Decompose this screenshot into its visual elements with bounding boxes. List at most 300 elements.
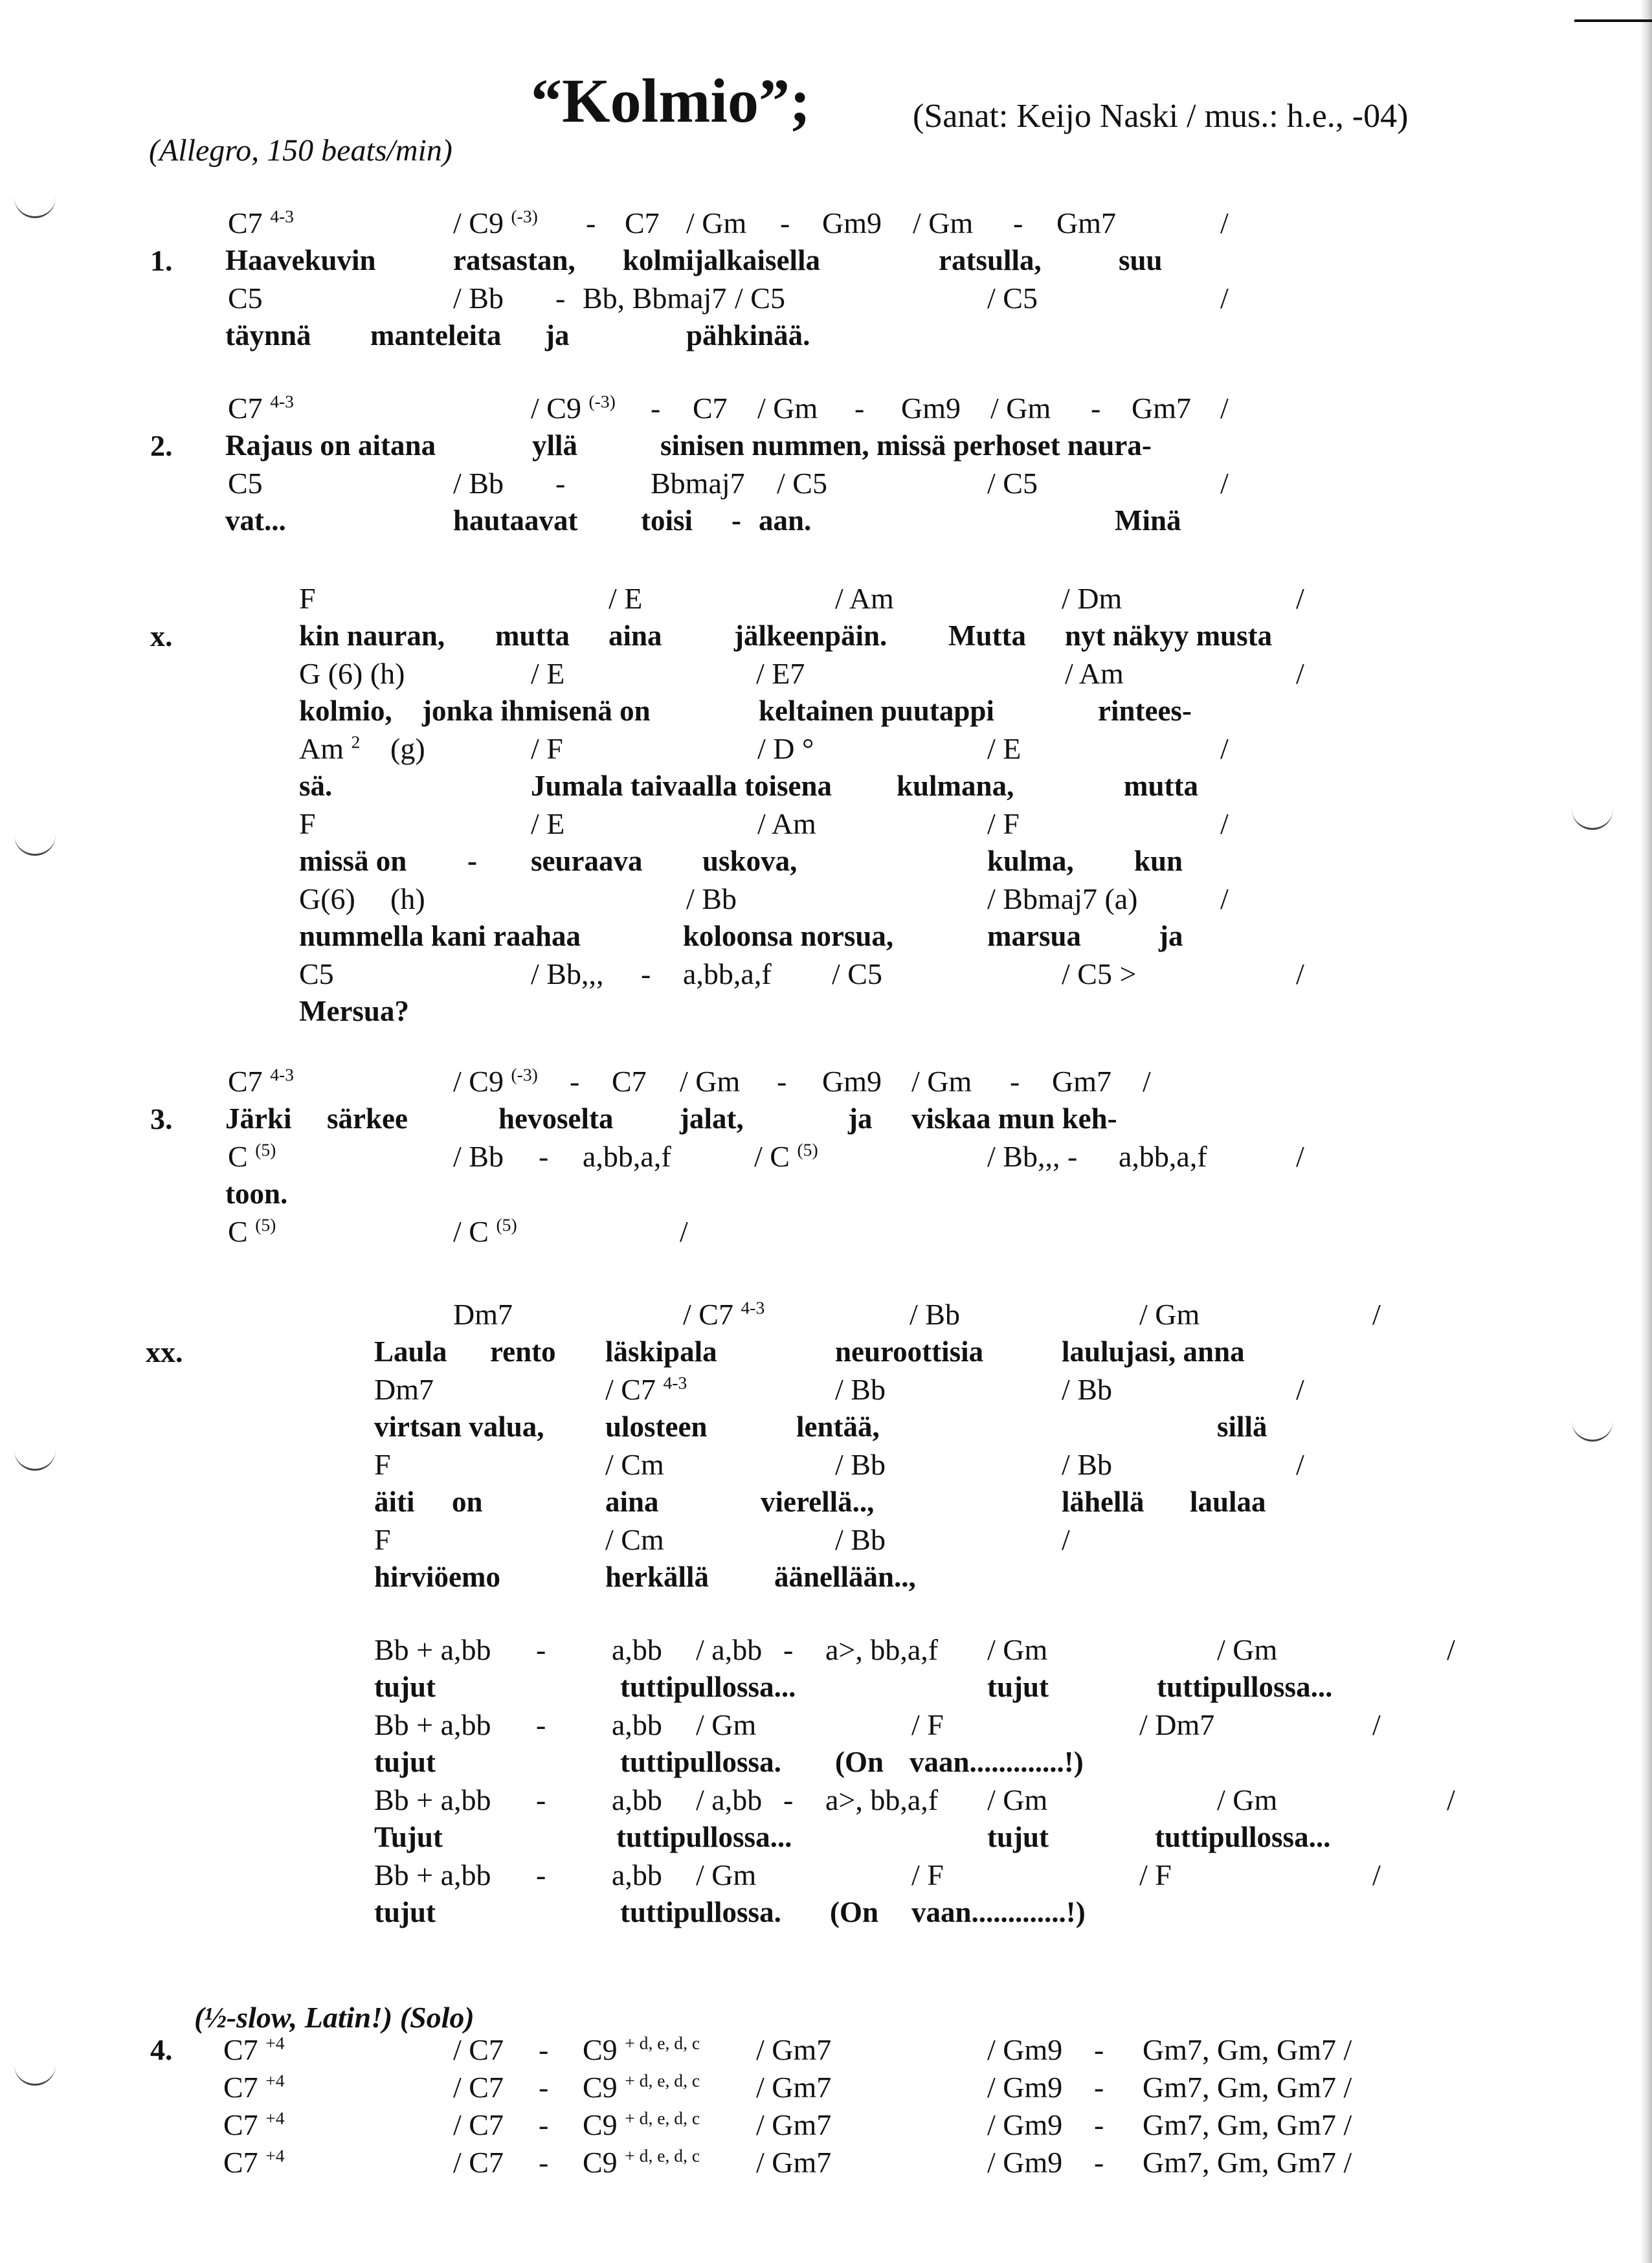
chord-text: - xyxy=(1094,2071,1104,2104)
chord-symbol xyxy=(536,1708,546,1742)
chord-superscript: (-3) xyxy=(511,206,538,227)
chord-text: / C5 xyxy=(987,282,1038,315)
chord-symbol xyxy=(987,1139,1077,1174)
chord-symbol xyxy=(583,281,726,315)
chord-line xyxy=(0,2070,1652,2108)
chord-line xyxy=(0,206,1652,243)
chord-text: / Gm xyxy=(1217,1783,1278,1816)
lyric-word xyxy=(660,429,1152,462)
chord-symbol xyxy=(987,466,1038,500)
lyric-text: hevoselta xyxy=(498,1102,614,1135)
chord-symbol xyxy=(453,2033,504,2067)
chord-text: C7 xyxy=(625,206,660,240)
lyric-text: kolmijalkaisella xyxy=(623,244,821,276)
chord-text: - xyxy=(1010,1065,1020,1098)
chord-symbol xyxy=(756,2108,831,2142)
lyric-word xyxy=(605,1335,717,1368)
chord-symbol xyxy=(756,2033,831,2067)
chord-symbol xyxy=(987,1783,1047,1817)
chord-text: Bb + a,bb xyxy=(374,1633,491,1666)
chord-line xyxy=(0,1139,1652,1177)
chord-line xyxy=(0,281,1652,318)
chord-text: / Bb xyxy=(453,1140,504,1173)
chord-text: / Bbmaj7 (a) xyxy=(987,882,1138,915)
chord-text: a,bb xyxy=(612,1858,662,1891)
lyric-word xyxy=(605,1485,659,1519)
chord-line xyxy=(0,2108,1652,2145)
chord-text: C7 xyxy=(228,392,263,425)
song-section xyxy=(0,391,1652,541)
chord-text: / Cm xyxy=(605,1523,664,1556)
chord-symbol xyxy=(680,1214,688,1249)
chord-symbol xyxy=(1094,2108,1104,2142)
lyric-text: (On xyxy=(835,1746,884,1778)
chord-symbol xyxy=(1372,1858,1381,1892)
chord-text: / Gm7 xyxy=(756,2108,832,2141)
chord-text: - xyxy=(536,1858,546,1891)
lyric-text: nyt näkyy musta xyxy=(1065,619,1273,652)
chord-text: / Gm xyxy=(911,1065,972,1098)
lyric-word xyxy=(545,318,570,352)
chord-text: C7 xyxy=(228,1065,263,1098)
chord-line xyxy=(0,1858,1652,1895)
song-section xyxy=(0,581,1652,1032)
song-credit: (Sanat: Keijo Naski / mus.: h.e., -04) xyxy=(913,98,1409,135)
chord-text: C xyxy=(228,1215,248,1248)
chord-symbol xyxy=(1217,1633,1277,1667)
chord-text: Bb + a,bb xyxy=(374,1708,491,1741)
chord-symbol xyxy=(453,466,504,500)
chord-symbol xyxy=(783,1783,793,1817)
chord-line xyxy=(0,466,1652,504)
lyric-line xyxy=(0,504,1652,541)
chord-symbol xyxy=(570,1064,579,1098)
chord-text: C9 xyxy=(583,2146,618,2179)
lyric-word xyxy=(641,504,693,537)
chord-symbol xyxy=(1296,957,1304,991)
verse-number: x. xyxy=(150,619,173,652)
chord-symbol xyxy=(822,1064,882,1098)
chord-line xyxy=(0,882,1652,919)
chord-symbol xyxy=(605,1372,687,1407)
chord-symbol xyxy=(539,2033,548,2067)
lyric-text: aina xyxy=(605,1486,659,1518)
chord-symbol xyxy=(1220,731,1229,766)
chord-text: C5 xyxy=(228,282,263,315)
lyric-text: rintees- xyxy=(1098,695,1192,727)
chord-symbol xyxy=(696,1708,756,1742)
chord-symbol xyxy=(536,1858,546,1892)
lyric-word xyxy=(453,243,575,277)
chord-line xyxy=(0,391,1652,429)
chord-symbol xyxy=(680,1064,740,1098)
lyric-text: äänellään.., xyxy=(774,1561,916,1593)
lyric-word xyxy=(948,619,1026,652)
lyric-word xyxy=(531,844,643,878)
lyric-word xyxy=(374,1335,447,1368)
lyric-line xyxy=(0,994,1652,1032)
chord-symbol xyxy=(1119,1139,1207,1174)
lyric-line xyxy=(0,1895,1652,1933)
lyric-word xyxy=(759,504,811,537)
chord-symbol xyxy=(228,466,263,500)
lyric-word xyxy=(1124,769,1198,803)
lyric-text: Mersua? xyxy=(299,995,409,1027)
chord-text: Gm7, Gm, Gm7 / xyxy=(1143,2033,1352,2066)
chord-superscript: +4 xyxy=(265,2108,285,2128)
chord-symbol xyxy=(453,2108,504,2142)
chord-symbol xyxy=(1217,1783,1277,1817)
chord-symbol xyxy=(228,391,294,425)
chord-text: / xyxy=(1296,1448,1304,1481)
chord-text: a>, bb,a,f xyxy=(825,1633,939,1666)
chord-symbol xyxy=(299,882,355,916)
lyric-word xyxy=(299,994,409,1028)
lyric-text: marsua xyxy=(987,920,1081,952)
chord-symbol xyxy=(1220,206,1229,240)
chord-text: / Gm9 xyxy=(987,2146,1063,2179)
chord-text: / F xyxy=(911,1858,944,1891)
chord-symbol xyxy=(756,2145,831,2179)
chord-text: F xyxy=(374,1448,391,1481)
lyric-text: kolmio, xyxy=(299,695,392,727)
chord-text: / xyxy=(1296,957,1304,990)
chord-superscript: 4-3 xyxy=(741,1297,765,1318)
lyric-text: suu xyxy=(1119,244,1163,276)
chord-line xyxy=(0,1297,1652,1335)
chord-symbol xyxy=(536,1633,546,1667)
chord-symbol xyxy=(453,1064,538,1098)
chord-symbol xyxy=(835,1447,886,1482)
lyric-word xyxy=(1065,619,1272,652)
lyric-text: tujut xyxy=(374,1671,436,1703)
chord-text: G (6) (h) xyxy=(299,657,405,690)
chord-symbol xyxy=(612,1858,662,1892)
lyric-line xyxy=(0,1560,1652,1598)
chord-text: / xyxy=(1372,1858,1381,1891)
lyric-word xyxy=(1159,919,1183,953)
lyric-text: tujut xyxy=(987,1671,1049,1703)
tempo-marking: (Allegro, 150 beats/min) xyxy=(149,133,452,168)
chord-text: - xyxy=(586,206,596,240)
lyric-word xyxy=(1134,844,1183,878)
chord-text: / Bb xyxy=(453,282,504,315)
chord-symbol xyxy=(651,391,660,425)
chord-text: / Gm xyxy=(757,392,818,425)
chord-text: / F xyxy=(531,732,563,765)
lyric-text: äiti xyxy=(374,1486,415,1518)
chord-symbol xyxy=(299,957,334,991)
lyric-text: viskaa mun keh- xyxy=(911,1102,1117,1135)
chord-symbol xyxy=(1010,1064,1020,1098)
chord-text: / xyxy=(1220,807,1229,840)
chord-text: / Bb,,, xyxy=(531,957,604,990)
chord-symbol xyxy=(531,731,563,766)
lyric-text: ratsulla, xyxy=(939,244,1042,276)
chord-symbol xyxy=(987,807,1020,841)
chord-symbol xyxy=(453,281,504,315)
lyric-text: seuraava xyxy=(531,845,643,877)
chord-symbol xyxy=(822,206,882,240)
chord-text: - xyxy=(536,1783,546,1816)
chord-symbol xyxy=(1143,2108,1352,2142)
verse-number: 4. xyxy=(150,2033,173,2066)
chord-symbol xyxy=(686,206,746,240)
chord-text: Gm7 xyxy=(1056,206,1116,240)
chord-text: Gm7, Gm, Gm7 / xyxy=(1143,2071,1352,2104)
lyric-text: vaan.............!) xyxy=(910,1746,1084,1778)
chord-symbol xyxy=(1220,281,1229,315)
chord-symbol xyxy=(1062,581,1122,616)
chord-text: a,bb xyxy=(612,1783,662,1816)
chord-text: - xyxy=(1091,392,1101,425)
chord-text: / xyxy=(1220,392,1229,425)
chord-text: / xyxy=(680,1215,688,1248)
lyric-line xyxy=(0,1745,1652,1783)
chord-text: / xyxy=(1220,732,1229,765)
chord-line xyxy=(0,1372,1652,1410)
chord-symbol xyxy=(825,1783,938,1817)
chord-symbol xyxy=(1296,1447,1304,1482)
lyric-text: läskipala xyxy=(605,1335,717,1368)
chord-symbol xyxy=(756,656,805,691)
lyric-text: - xyxy=(467,845,477,877)
chord-text: - xyxy=(641,957,651,990)
lyric-word xyxy=(225,429,436,462)
lyric-word xyxy=(911,1895,1086,1929)
chord-text: - xyxy=(539,2108,549,2141)
chord-symbol xyxy=(531,957,603,991)
lyric-text: tuttipullossa... xyxy=(620,1671,796,1703)
chord-text: a,bb xyxy=(612,1633,662,1666)
chord-text: a,bb,a,f xyxy=(1119,1140,1207,1173)
lyric-word xyxy=(225,504,286,537)
chord-symbol xyxy=(374,1522,391,1557)
chord-symbol xyxy=(825,1633,938,1667)
lyric-text: vierellä.., xyxy=(761,1486,875,1518)
lyric-text: tuttipullossa... xyxy=(1155,1821,1331,1853)
chord-text: / xyxy=(1296,1140,1304,1173)
lyric-text: toon. xyxy=(225,1177,288,1210)
chord-symbol xyxy=(539,2145,548,2179)
chord-line xyxy=(0,1064,1652,1102)
lyric-word xyxy=(1119,243,1163,277)
lyric-line xyxy=(0,844,1652,882)
lyric-text: Mutta xyxy=(948,619,1026,652)
lyric-line xyxy=(0,769,1652,807)
chord-text: / C7 xyxy=(683,1298,733,1331)
song-section xyxy=(0,2033,1652,2183)
lyric-text: sillä xyxy=(1217,1410,1267,1443)
chord-text: / Gm xyxy=(696,1708,757,1741)
chord-symbol xyxy=(1062,957,1136,991)
chord-line xyxy=(0,1783,1652,1820)
chord-symbol xyxy=(1220,882,1229,916)
lyric-word xyxy=(1115,504,1181,537)
chord-symbol xyxy=(1143,2145,1352,2179)
chord-text: Dm7 xyxy=(453,1298,513,1331)
lyric-text: laulaa xyxy=(1190,1486,1266,1518)
chord-superscript: (5) xyxy=(255,1139,276,1160)
chord-symbol xyxy=(612,1708,662,1742)
chord-symbol xyxy=(1372,1297,1381,1332)
chord-text: / xyxy=(1296,657,1304,690)
chord-symbol xyxy=(735,281,785,315)
chord-text: / Gm xyxy=(913,206,974,240)
chord-symbol xyxy=(299,807,316,841)
lyric-line xyxy=(0,243,1652,281)
chord-symbol xyxy=(1062,1447,1112,1482)
lyric-word xyxy=(422,694,651,728)
chord-symbol xyxy=(1143,2070,1352,2104)
lyric-word xyxy=(1190,1485,1266,1519)
chord-text: / xyxy=(1062,1523,1070,1556)
lyric-word xyxy=(374,1560,500,1594)
chord-text: - xyxy=(536,1633,546,1666)
chord-symbol xyxy=(780,206,790,240)
song-section xyxy=(0,1064,1652,1252)
chord-symbol xyxy=(374,1447,391,1482)
chord-symbol xyxy=(901,391,961,425)
lyric-word xyxy=(299,619,445,652)
chord-symbol xyxy=(583,1139,671,1174)
chord-text: / F xyxy=(987,807,1020,840)
chord-text: / a,bb xyxy=(696,1633,763,1666)
lyric-text: lähellä xyxy=(1062,1486,1144,1518)
chord-symbol xyxy=(453,1139,504,1174)
chord-text: / Gm9 xyxy=(987,2108,1063,2141)
chord-line xyxy=(0,1447,1652,1485)
lyric-text: tujut xyxy=(374,1746,436,1778)
chord-symbol xyxy=(651,466,745,500)
lyric-word xyxy=(374,1820,443,1854)
chord-symbol xyxy=(911,1064,972,1098)
lyric-word xyxy=(1155,1820,1330,1854)
chord-text: / Gm xyxy=(1139,1298,1200,1331)
lyric-word xyxy=(987,1820,1049,1854)
chord-symbol xyxy=(453,206,538,240)
chord-text: Bb + a,bb xyxy=(374,1858,491,1891)
chord-symbol xyxy=(835,1522,886,1557)
chord-symbol xyxy=(1447,1633,1455,1667)
lyric-word xyxy=(374,1895,436,1929)
lyric-text: Rajaus on aitana xyxy=(225,429,436,462)
lyric-text: tuttipullossa... xyxy=(616,1821,792,1853)
verse-number: 3. xyxy=(150,1102,173,1135)
chord-symbol xyxy=(583,2145,700,2179)
chord-symbol xyxy=(696,1633,762,1667)
lyric-text: särkee xyxy=(327,1102,408,1135)
chord-symbol xyxy=(913,206,973,240)
chord-symbol xyxy=(228,206,294,240)
chord-text: F xyxy=(299,807,316,840)
chord-text: - xyxy=(1013,206,1023,240)
chord-superscript: 4-3 xyxy=(270,206,294,227)
chord-symbol xyxy=(777,466,827,500)
chord-text: / xyxy=(1220,282,1229,315)
lyric-word xyxy=(848,1102,873,1135)
lyric-word xyxy=(467,844,477,878)
lyric-text: vaan.............!) xyxy=(911,1896,1086,1928)
chord-text: G(6) xyxy=(299,882,355,915)
lyric-line xyxy=(0,429,1652,466)
chord-text: / xyxy=(1372,1708,1381,1741)
lyric-word xyxy=(608,619,662,652)
chord-symbol xyxy=(1220,391,1229,425)
chord-symbol xyxy=(539,2108,548,2142)
chord-symbol xyxy=(987,882,1138,916)
lyric-word xyxy=(623,243,820,277)
chord-text: - xyxy=(555,467,566,500)
chord-symbol xyxy=(987,731,1021,766)
chord-symbol xyxy=(911,1858,944,1892)
chord-symbol xyxy=(453,2145,504,2179)
chord-text: / Am xyxy=(835,582,894,615)
chord-superscript: (-3) xyxy=(588,391,616,412)
lyric-word xyxy=(605,1410,708,1444)
chord-symbol xyxy=(228,1139,276,1174)
chord-text: / Gm xyxy=(990,392,1051,425)
lyric-text: pähkinää. xyxy=(686,319,810,351)
chord-symbol xyxy=(1065,656,1124,691)
chord-symbol xyxy=(1094,2033,1104,2067)
chord-symbol xyxy=(1220,466,1229,500)
lyric-word xyxy=(830,1895,878,1929)
lyric-text: koloonsa norsua, xyxy=(683,920,894,952)
chord-superscript: +4 xyxy=(265,2145,285,2166)
chord-text: / Dm7 xyxy=(1139,1708,1215,1741)
chord-text: / C5 xyxy=(832,957,882,990)
lyric-word xyxy=(452,1485,483,1519)
chord-line xyxy=(0,807,1652,844)
chord-symbol xyxy=(910,1297,960,1332)
chord-text: / C xyxy=(754,1140,790,1173)
chord-symbol xyxy=(223,2070,285,2104)
lyric-text: on xyxy=(452,1486,483,1518)
chord-symbol xyxy=(1013,206,1023,240)
chord-text: / Bb xyxy=(835,1448,886,1481)
lyric-text: tujut xyxy=(987,1821,1049,1853)
chord-symbol xyxy=(987,2108,1062,2142)
lyric-word xyxy=(1157,1670,1332,1704)
chord-text: Dm7 xyxy=(374,1373,434,1406)
chord-text: / Gm7 xyxy=(756,2071,832,2104)
chord-text: / Gm xyxy=(696,1858,757,1891)
lyric-word xyxy=(374,1410,544,1444)
chord-text: / Cm xyxy=(605,1448,664,1481)
chord-symbol xyxy=(1296,581,1304,616)
lyric-text: - xyxy=(731,504,741,537)
lyric-text: hautaavat xyxy=(453,504,578,537)
chord-line xyxy=(0,1633,1652,1670)
lyric-word xyxy=(453,504,578,537)
chord-symbol xyxy=(987,1633,1047,1667)
chord-text: Bbmaj7 xyxy=(651,467,745,500)
lyric-text: missä on xyxy=(299,845,407,877)
chord-text: - xyxy=(539,2146,549,2179)
lyric-word xyxy=(498,1102,613,1135)
chord-text: C9 xyxy=(583,2108,618,2141)
song-section xyxy=(0,1633,1652,1933)
chord-text: / Gm9 xyxy=(987,2033,1063,2066)
chord-text: - xyxy=(570,1065,580,1098)
lyric-word xyxy=(897,769,1014,803)
lyric-word xyxy=(759,694,994,728)
chord-symbol xyxy=(453,1214,517,1249)
lyric-text: rento xyxy=(490,1335,556,1368)
chord-symbol xyxy=(453,1297,513,1332)
chord-symbol xyxy=(835,1372,886,1407)
